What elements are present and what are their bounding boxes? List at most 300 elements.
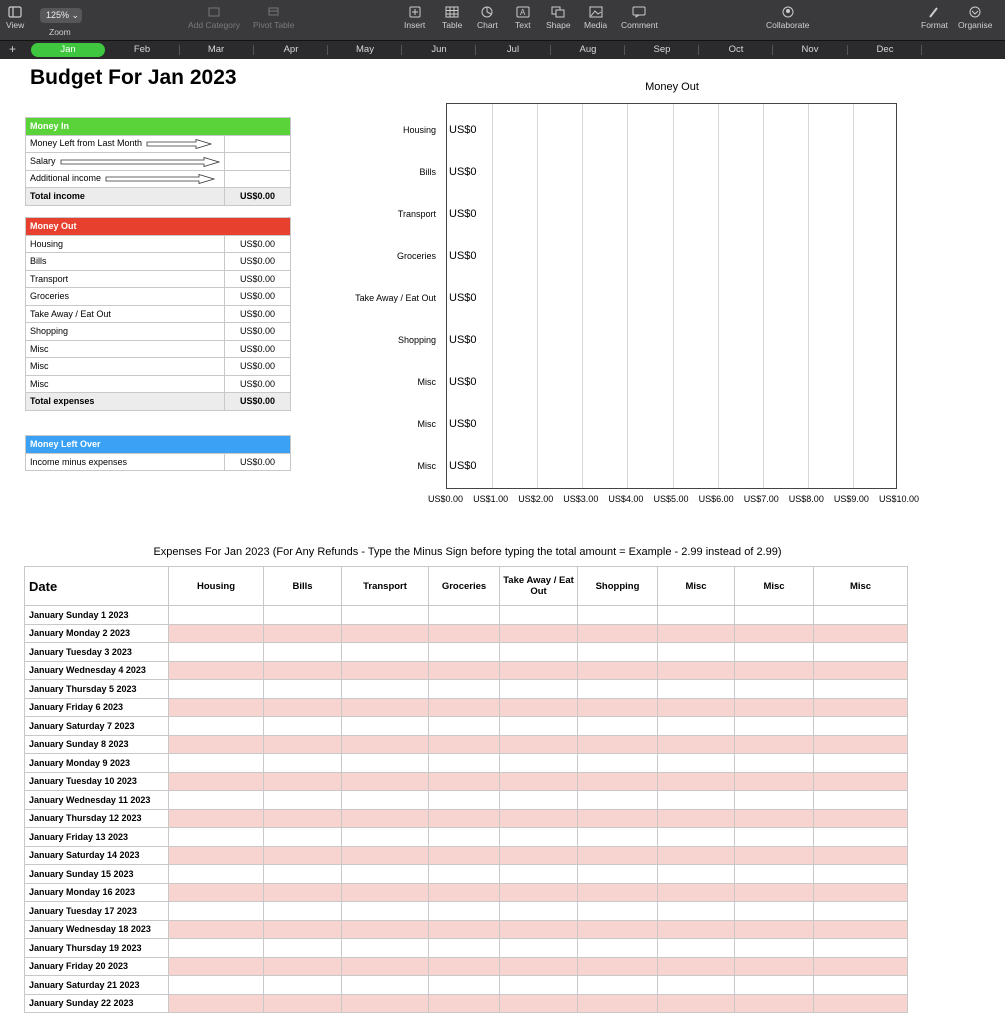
- expense-cell[interactable]: [735, 624, 814, 643]
- expense-cell[interactable]: [735, 994, 814, 1013]
- tab-dec[interactable]: Dec: [876, 44, 894, 55]
- expense-cell[interactable]: [500, 920, 578, 939]
- expense-cell[interactable]: [814, 809, 908, 828]
- expense-cell[interactable]: [814, 624, 908, 643]
- expense-cell[interactable]: [429, 717, 500, 736]
- expense-cell[interactable]: [735, 698, 814, 717]
- expense-cell[interactable]: [658, 606, 735, 625]
- tab-feb[interactable]: Feb: [133, 44, 151, 55]
- expense-cell[interactable]: [658, 643, 735, 662]
- money-out-value-cell[interactable]: US$0.00: [225, 270, 291, 288]
- expense-cell[interactable]: [169, 846, 264, 865]
- expense-cell[interactable]: [264, 902, 342, 921]
- expense-cell[interactable]: [500, 939, 578, 958]
- expense-cell[interactable]: [735, 828, 814, 847]
- expense-cell[interactable]: [735, 754, 814, 773]
- expense-cell[interactable]: [264, 828, 342, 847]
- expense-cell[interactable]: [169, 939, 264, 958]
- column-header[interactable]: Misc: [735, 567, 814, 606]
- expense-cell[interactable]: [500, 754, 578, 773]
- money-out-label-cell[interactable]: Shopping: [26, 323, 225, 341]
- date-cell[interactable]: January Tuesday 10 2023: [25, 772, 169, 791]
- arrow-icon: [146, 139, 212, 149]
- date-cell[interactable]: January Saturday 7 2023: [25, 717, 169, 736]
- tab-nov[interactable]: Nov: [801, 44, 819, 55]
- expense-cell[interactable]: [500, 902, 578, 921]
- tab-apr[interactable]: Apr: [283, 44, 299, 55]
- tab-jun[interactable]: Jun: [431, 44, 447, 55]
- format-button[interactable]: Format: [921, 6, 948, 30]
- date-column-header[interactable]: Date: [25, 567, 169, 606]
- expense-cell[interactable]: [264, 939, 342, 958]
- date-cell[interactable]: January Wednesday 4 2023: [25, 661, 169, 680]
- expense-cell[interactable]: [500, 791, 578, 810]
- tab-jan[interactable]: Jan: [31, 43, 105, 57]
- table-row: [25, 994, 908, 1013]
- chart-plot-area[interactable]: [446, 103, 897, 489]
- money-out-value-cell[interactable]: US$0.00: [225, 253, 291, 271]
- expense-cell[interactable]: [735, 902, 814, 921]
- expense-cell[interactable]: [342, 698, 429, 717]
- expense-cell[interactable]: [735, 865, 814, 884]
- expense-cell[interactable]: [429, 809, 500, 828]
- expense-cell[interactable]: [264, 624, 342, 643]
- expense-cell[interactable]: [169, 735, 264, 754]
- expense-cell[interactable]: [169, 643, 264, 662]
- expense-cell[interactable]: [264, 994, 342, 1013]
- expense-cell[interactable]: [429, 735, 500, 754]
- date-cell[interactable]: January Thursday 19 2023: [25, 939, 169, 958]
- expense-cell[interactable]: [169, 883, 264, 902]
- expense-cell[interactable]: [169, 957, 264, 976]
- expense-cell[interactable]: [735, 846, 814, 865]
- date-cell[interactable]: January Wednesday 18 2023: [25, 920, 169, 939]
- money-out-value-cell[interactable]: US$0.00: [225, 358, 291, 376]
- expense-cell[interactable]: [169, 809, 264, 828]
- expense-cell[interactable]: [578, 957, 658, 976]
- expense-cell[interactable]: [169, 902, 264, 921]
- expense-cell[interactable]: [658, 976, 735, 995]
- expense-cell[interactable]: [578, 624, 658, 643]
- expense-cell[interactable]: [342, 828, 429, 847]
- date-cell[interactable]: January Friday 20 2023: [25, 957, 169, 976]
- expense-cell[interactable]: [264, 957, 342, 976]
- expense-cell[interactable]: [578, 791, 658, 810]
- expense-cell[interactable]: [169, 717, 264, 736]
- collaborate-button[interactable]: Collaborate: [766, 6, 809, 30]
- date-cell[interactable]: January Wednesday 11 2023: [25, 791, 169, 810]
- expense-cell[interactable]: [578, 680, 658, 699]
- media-button[interactable]: Media: [584, 6, 607, 30]
- expense-cell[interactable]: [342, 735, 429, 754]
- money-in-value-cell[interactable]: [225, 170, 291, 188]
- expense-cell[interactable]: [264, 735, 342, 754]
- expense-cell[interactable]: [814, 791, 908, 810]
- column-header[interactable]: Housing: [169, 567, 264, 606]
- zoom-dropdown[interactable]: 125% ⌄: [40, 8, 82, 23]
- date-cell[interactable]: January Saturday 14 2023: [25, 846, 169, 865]
- expense-cell[interactable]: [578, 939, 658, 958]
- tab-may[interactable]: May: [356, 44, 374, 55]
- expense-cell[interactable]: [264, 809, 342, 828]
- expense-cell[interactable]: [429, 846, 500, 865]
- money-out-value-cell[interactable]: US$0.00: [225, 305, 291, 323]
- expense-cell[interactable]: [342, 902, 429, 921]
- column-header[interactable]: Bills: [264, 567, 342, 606]
- expense-cell[interactable]: [264, 680, 342, 699]
- expense-cell[interactable]: [814, 772, 908, 791]
- expense-cell[interactable]: [264, 643, 342, 662]
- expense-cell[interactable]: [429, 976, 500, 995]
- expense-cell[interactable]: [735, 643, 814, 662]
- expense-cell[interactable]: [264, 754, 342, 773]
- expense-cell[interactable]: [578, 661, 658, 680]
- expense-cell[interactable]: [814, 717, 908, 736]
- date-cell[interactable]: January Sunday 1 2023: [25, 606, 169, 625]
- x-tick-label: US$2.00: [518, 494, 554, 504]
- money-in-label-cell[interactable]: Salary: [26, 153, 225, 171]
- expense-cell[interactable]: [429, 865, 500, 884]
- expense-cell[interactable]: [735, 976, 814, 995]
- column-header[interactable]: Groceries: [429, 567, 500, 606]
- expense-cell[interactable]: [342, 920, 429, 939]
- date-cell[interactable]: January Monday 9 2023: [25, 754, 169, 773]
- expense-cell[interactable]: [342, 994, 429, 1013]
- expense-cell[interactable]: [735, 772, 814, 791]
- expense-cell[interactable]: [658, 791, 735, 810]
- expense-cell[interactable]: [735, 920, 814, 939]
- money-out-label-cell[interactable]: Misc: [26, 375, 225, 393]
- expense-cell[interactable]: [578, 772, 658, 791]
- table-row: [25, 976, 908, 995]
- expense-cell[interactable]: [500, 994, 578, 1013]
- expense-cell[interactable]: [429, 643, 500, 662]
- expense-cell[interactable]: [814, 680, 908, 699]
- expense-cell[interactable]: [814, 846, 908, 865]
- expense-cell[interactable]: [342, 957, 429, 976]
- expense-cell[interactable]: [342, 791, 429, 810]
- grid-line: [853, 104, 854, 488]
- expense-cell[interactable]: [735, 957, 814, 976]
- add-category-button[interactable]: Add Category: [188, 6, 240, 30]
- expense-cell[interactable]: [169, 791, 264, 810]
- expense-cell[interactable]: [658, 717, 735, 736]
- expense-cell[interactable]: [735, 661, 814, 680]
- expense-cell[interactable]: [814, 976, 908, 995]
- expense-cell[interactable]: [429, 624, 500, 643]
- money-out-value-cell[interactable]: US$0.00: [225, 235, 291, 253]
- expense-cell[interactable]: [500, 809, 578, 828]
- expense-cell[interactable]: [429, 828, 500, 847]
- expense-cell[interactable]: [264, 883, 342, 902]
- date-cell[interactable]: January Sunday 8 2023: [25, 735, 169, 754]
- expense-cell[interactable]: [169, 661, 264, 680]
- expense-cell[interactable]: [342, 661, 429, 680]
- expense-cell[interactable]: [578, 902, 658, 921]
- expense-cell[interactable]: [264, 976, 342, 995]
- expense-cell[interactable]: [814, 606, 908, 625]
- expense-cell[interactable]: [429, 698, 500, 717]
- expense-cell[interactable]: [169, 680, 264, 699]
- money-out-label-cell[interactable]: Housing: [26, 235, 225, 253]
- expense-cell[interactable]: [658, 772, 735, 791]
- expense-cell[interactable]: [429, 680, 500, 699]
- expense-cell[interactable]: [169, 865, 264, 884]
- expense-cell[interactable]: [429, 791, 500, 810]
- date-cell[interactable]: January Tuesday 17 2023: [25, 902, 169, 921]
- expense-cell[interactable]: [658, 865, 735, 884]
- text-button[interactable]: A Text: [515, 8, 531, 30]
- money-out-value-cell[interactable]: US$0.00: [225, 340, 291, 358]
- date-cell[interactable]: January Friday 6 2023: [25, 698, 169, 717]
- expense-cell[interactable]: [500, 698, 578, 717]
- expense-cell[interactable]: [814, 920, 908, 939]
- date-cell[interactable]: January Saturday 21 2023: [25, 976, 169, 995]
- expense-cell[interactable]: [429, 957, 500, 976]
- expense-cell[interactable]: [658, 698, 735, 717]
- expense-cell[interactable]: [658, 624, 735, 643]
- expense-cell[interactable]: [735, 939, 814, 958]
- total-income-value[interactable]: US$0.00: [225, 188, 291, 206]
- expense-cell[interactable]: [658, 939, 735, 958]
- tab-jul[interactable]: Jul: [506, 44, 520, 55]
- date-cell[interactable]: January Monday 2 2023: [25, 624, 169, 643]
- expense-cell[interactable]: [658, 661, 735, 680]
- expense-cell[interactable]: [500, 735, 578, 754]
- money-out-header: Money Out: [26, 218, 291, 236]
- expense-cell[interactable]: [264, 606, 342, 625]
- expense-cell[interactable]: [578, 976, 658, 995]
- tab-aug[interactable]: Aug: [579, 44, 597, 55]
- insert-button[interactable]: Insert: [404, 6, 425, 30]
- expense-cell[interactable]: [500, 717, 578, 736]
- table-row: [25, 643, 908, 662]
- date-cell[interactable]: January Thursday 5 2023: [25, 680, 169, 699]
- expense-cell[interactable]: [169, 606, 264, 625]
- pivot-table-button[interactable]: Pivot Table: [253, 6, 294, 30]
- expense-cell[interactable]: [429, 939, 500, 958]
- money-out-label-cell[interactable]: Misc: [26, 358, 225, 376]
- expense-cell[interactable]: [264, 846, 342, 865]
- expense-cell[interactable]: [814, 735, 908, 754]
- expense-cell[interactable]: [500, 661, 578, 680]
- column-header[interactable]: Transport: [342, 567, 429, 606]
- date-cell[interactable]: January Sunday 15 2023: [25, 865, 169, 884]
- expense-cell[interactable]: [342, 846, 429, 865]
- expense-cell[interactable]: [500, 828, 578, 847]
- expense-cell[interactable]: [264, 865, 342, 884]
- expense-cell[interactable]: [500, 957, 578, 976]
- expense-cell[interactable]: [814, 939, 908, 958]
- tab-sep[interactable]: Sep: [653, 44, 671, 55]
- money-left-value[interactable]: US$0.00: [225, 453, 291, 471]
- expense-cell[interactable]: [814, 902, 908, 921]
- expense-cell[interactable]: [429, 754, 500, 773]
- expense-cell[interactable]: [578, 735, 658, 754]
- expense-cell[interactable]: [342, 976, 429, 995]
- shape-icon: [551, 6, 565, 18]
- expense-cell[interactable]: [735, 606, 814, 625]
- money-in-label-cell[interactable]: Money Left from Last Month: [26, 135, 225, 153]
- expense-cell[interactable]: [429, 661, 500, 680]
- expense-cell[interactable]: [169, 754, 264, 773]
- expense-cell[interactable]: [578, 865, 658, 884]
- expense-cell[interactable]: [500, 643, 578, 662]
- expense-cell[interactable]: [578, 717, 658, 736]
- table-row: [25, 698, 908, 717]
- expense-cell[interactable]: [169, 698, 264, 717]
- expense-cell[interactable]: [264, 717, 342, 736]
- expense-cell[interactable]: [658, 754, 735, 773]
- expense-cell[interactable]: [814, 994, 908, 1013]
- expense-cell[interactable]: [500, 846, 578, 865]
- expense-cell[interactable]: [735, 809, 814, 828]
- column-header[interactable]: Misc: [658, 567, 735, 606]
- expense-cell[interactable]: [500, 883, 578, 902]
- date-cell[interactable]: January Monday 16 2023: [25, 883, 169, 902]
- expense-cell[interactable]: [735, 791, 814, 810]
- add-sheet-icon[interactable]: +: [9, 42, 17, 56]
- expense-cell[interactable]: [342, 754, 429, 773]
- expense-cell[interactable]: [658, 957, 735, 976]
- organise-button[interactable]: Organise: [958, 6, 993, 30]
- chart-icon: [480, 6, 494, 18]
- expense-cell[interactable]: [735, 735, 814, 754]
- expense-cell[interactable]: [735, 883, 814, 902]
- expense-cell[interactable]: [500, 772, 578, 791]
- expense-cell[interactable]: [578, 809, 658, 828]
- expense-cell[interactable]: [342, 643, 429, 662]
- tab-oct[interactable]: Oct: [728, 44, 744, 55]
- expense-cell[interactable]: [658, 809, 735, 828]
- expense-cell[interactable]: [342, 717, 429, 736]
- expense-cell[interactable]: [169, 624, 264, 643]
- money-out-label-cell[interactable]: Bills: [26, 253, 225, 271]
- total-expenses-value[interactable]: US$0.00: [225, 393, 291, 411]
- date-cell[interactable]: January Sunday 22 2023: [25, 994, 169, 1013]
- expense-cell[interactable]: [429, 902, 500, 921]
- expense-cell[interactable]: [264, 920, 342, 939]
- table-row: [26, 170, 291, 188]
- money-out-value-cell[interactable]: US$0.00: [225, 323, 291, 341]
- money-out-label-cell[interactable]: Transport: [26, 270, 225, 288]
- expense-cell[interactable]: [429, 994, 500, 1013]
- expense-cell[interactable]: [500, 606, 578, 625]
- expense-cell[interactable]: [658, 902, 735, 921]
- expense-cell[interactable]: [735, 680, 814, 699]
- expense-cell[interactable]: [578, 643, 658, 662]
- expense-cell[interactable]: [264, 661, 342, 680]
- date-cell[interactable]: January Thursday 12 2023: [25, 809, 169, 828]
- expense-cell[interactable]: [342, 865, 429, 884]
- expense-cell[interactable]: [578, 828, 658, 847]
- expense-cell[interactable]: [500, 976, 578, 995]
- expense-cell[interactable]: [342, 883, 429, 902]
- expense-cell[interactable]: [658, 846, 735, 865]
- expenses-table: [24, 566, 908, 1013]
- expense-cell[interactable]: [814, 883, 908, 902]
- expense-cell[interactable]: [578, 846, 658, 865]
- money-out-label-cell[interactable]: Groceries: [26, 288, 225, 306]
- expense-cell[interactable]: [814, 661, 908, 680]
- expense-cell[interactable]: [429, 883, 500, 902]
- table-button[interactable]: Table: [442, 6, 462, 30]
- expense-cell[interactable]: [578, 920, 658, 939]
- money-in-label-cell[interactable]: Additional income: [26, 170, 225, 188]
- x-tick-label: US$9.00: [833, 494, 869, 504]
- expense-cell[interactable]: [658, 920, 735, 939]
- expense-cell[interactable]: [500, 624, 578, 643]
- expense-cell[interactable]: [814, 957, 908, 976]
- expense-cell[interactable]: [169, 828, 264, 847]
- money-out-label-cell[interactable]: Take Away / Eat Out: [26, 305, 225, 323]
- expense-cell[interactable]: [500, 680, 578, 699]
- table-row: [25, 680, 908, 699]
- expense-cell[interactable]: [578, 754, 658, 773]
- expense-cell[interactable]: [578, 994, 658, 1013]
- expense-cell[interactable]: [658, 883, 735, 902]
- expense-cell[interactable]: [342, 624, 429, 643]
- expense-cell[interactable]: [500, 865, 578, 884]
- expense-cell[interactable]: [578, 606, 658, 625]
- expense-cell[interactable]: [658, 994, 735, 1013]
- column-header[interactable]: Shopping: [578, 567, 658, 606]
- expense-cell[interactable]: [264, 698, 342, 717]
- expense-cell[interactable]: [578, 698, 658, 717]
- expense-cell[interactable]: [342, 772, 429, 791]
- money-in-value-cell[interactable]: [225, 153, 291, 171]
- view-button[interactable]: View: [6, 6, 24, 30]
- expense-cell[interactable]: [578, 883, 658, 902]
- expense-cell[interactable]: [814, 865, 908, 884]
- date-cell[interactable]: January Friday 13 2023: [25, 828, 169, 847]
- expense-cell[interactable]: [429, 606, 500, 625]
- expense-cell[interactable]: [169, 994, 264, 1013]
- expense-cell[interactable]: [342, 809, 429, 828]
- expense-cell[interactable]: [658, 735, 735, 754]
- expense-cell[interactable]: [814, 828, 908, 847]
- expense-cell[interactable]: [658, 828, 735, 847]
- expense-cell[interactable]: [814, 643, 908, 662]
- expense-cell[interactable]: [814, 754, 908, 773]
- comment-button[interactable]: Comment: [621, 6, 658, 30]
- expense-cell[interactable]: [735, 717, 814, 736]
- money-in-value-cell[interactable]: [225, 135, 291, 153]
- expense-cell[interactable]: [342, 939, 429, 958]
- money-out-value-cell[interactable]: US$0.00: [225, 288, 291, 306]
- expense-cell[interactable]: [264, 791, 342, 810]
- expense-cell[interactable]: [658, 680, 735, 699]
- expense-cell[interactable]: [429, 920, 500, 939]
- shape-button[interactable]: Shape: [546, 6, 571, 30]
- money-out-label-cell[interactable]: Misc: [26, 340, 225, 358]
- expense-cell[interactable]: [169, 772, 264, 791]
- table-row: [25, 754, 908, 773]
- expense-cell[interactable]: [342, 680, 429, 699]
- chart-button[interactable]: Chart: [477, 6, 498, 30]
- tab-mar[interactable]: Mar: [207, 44, 225, 55]
- expense-cell[interactable]: [429, 772, 500, 791]
- date-cell[interactable]: January Tuesday 3 2023: [25, 643, 169, 662]
- expense-cell[interactable]: [169, 976, 264, 995]
- expense-cell[interactable]: [814, 698, 908, 717]
- column-header[interactable]: Misc: [814, 567, 908, 606]
- expense-cell[interactable]: [342, 606, 429, 625]
- expense-cell[interactable]: [169, 920, 264, 939]
- money-out-value-cell[interactable]: US$0.00: [225, 375, 291, 393]
- column-header[interactable]: Take Away / Eat Out: [500, 567, 578, 606]
- expense-cell[interactable]: [264, 772, 342, 791]
